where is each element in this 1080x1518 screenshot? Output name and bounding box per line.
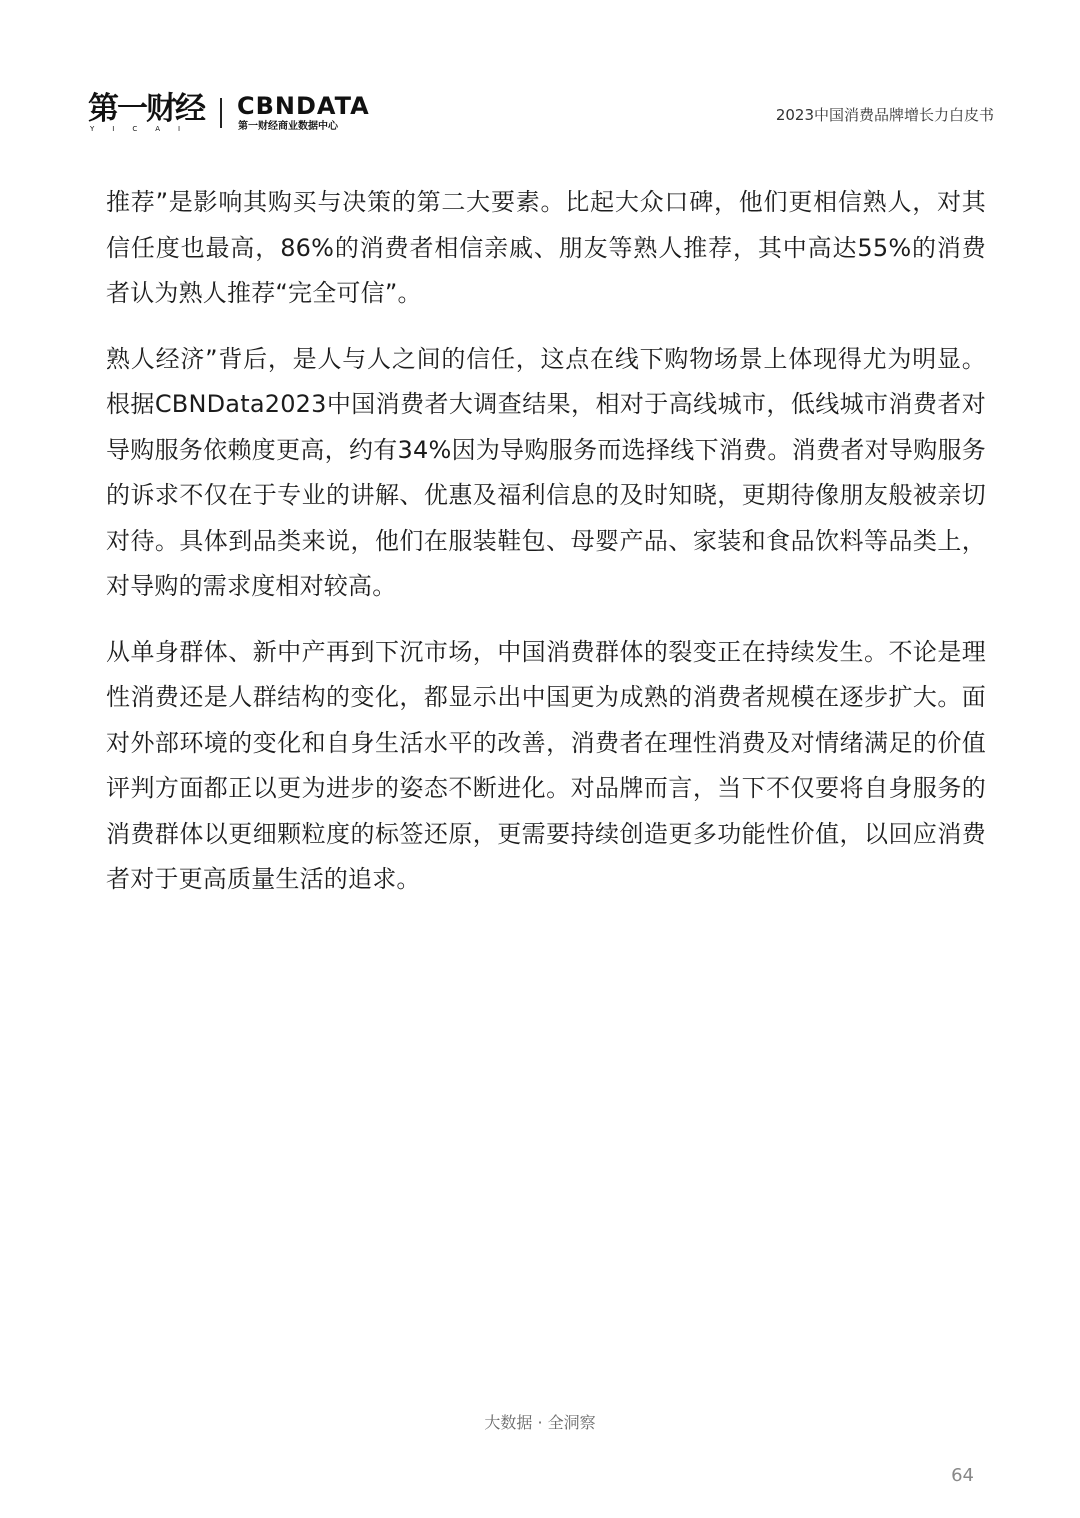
logo-divider bbox=[220, 98, 222, 128]
paragraph-2: 熟人经济”背后，是人与人之间的信任，这点在线下购物场景上体现得尤为明显。根据CBNData2023中国消费者大调查结果，相对于高线城市，低线城市消费者对导购服务依赖度更高，约有34%因为导购服务而选择线下消费。消费者对导购服务的诉求不仅在于专业的讲解、优惠及福利信息的及时知晓，更期待像朋友般被亲切对待。具体到品类来说，他们在服装鞋包、母婴产品、家装和食品饮料等品类上，对导购的需求度相对较高。 bbox=[106, 344, 986, 600]
footer-slogan: 大数据 · 全洞察 bbox=[484, 1413, 596, 1432]
cbndata-logo bbox=[237, 92, 377, 138]
yicai-logo-cn: 第一财经 bbox=[88, 91, 204, 127]
yicai-logo bbox=[88, 92, 206, 134]
yicai-logo-en: YICAI bbox=[90, 125, 199, 133]
page-header bbox=[0, 0, 1080, 150]
document-title: 2023中国消费品牌增长力白皮书 bbox=[775, 106, 994, 124]
paragraph-3: 从单身群体、新中产再到下沉市场，中国消费群体的裂变正在持续发生。不论是理性消费还是人群结构的变化，都显示出中国更为成熟的消费者规模在逐步扩大。面对外部环境的变化和自身生活水平的改善，消费者在理性消费及对情绪满足的价值评判方面都正以更为进步的姿态不断进化。对品牌而言，当下不仅要将自身服务的消费群体以更细颗粒度的标签还原，更需要持续创造更多功能性价值，以回应消费者对于更高质量生活的追求。 bbox=[106, 637, 986, 893]
cbndata-logo-sub: 第一财经商业数据中心 bbox=[238, 121, 338, 132]
cbndata-logo-main: CBNDATA bbox=[237, 92, 370, 120]
page-number: 64 bbox=[951, 1465, 974, 1486]
paragraph-1: 推荐”是影响其购买与决策的第二大要素。比起大众口碑，他们更相信熟人，对其信任度也最高，86%的消费者相信亲戚、朋友等熟人推荐，其中高达55%的消费者认为熟人推荐“完全可信”。 bbox=[106, 188, 986, 307]
main-content bbox=[106, 180, 986, 923]
